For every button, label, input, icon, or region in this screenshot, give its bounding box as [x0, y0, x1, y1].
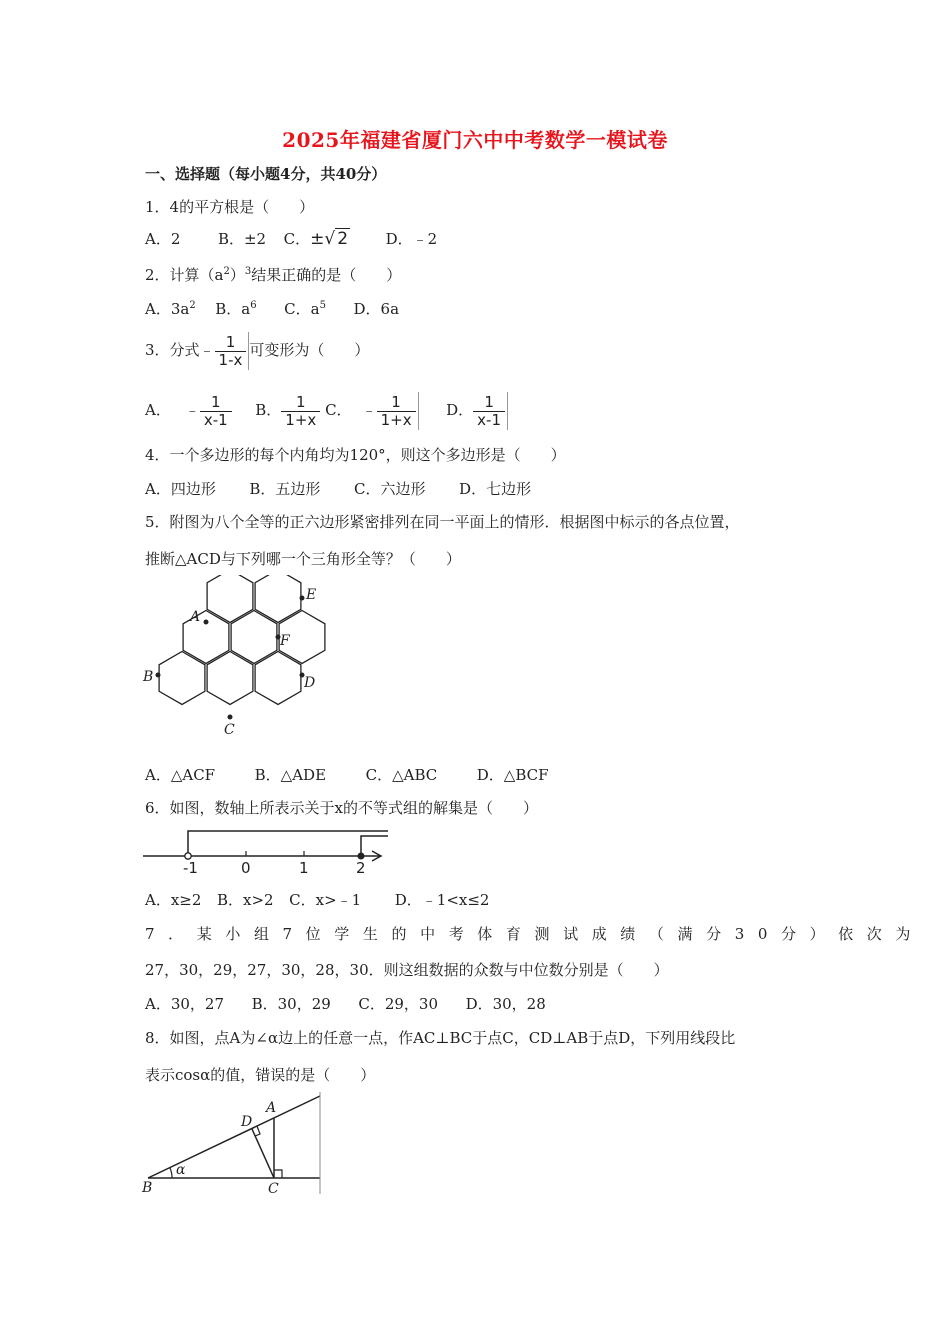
label-c: C [224, 722, 235, 738]
q7-option-a[interactable]: A．30，27 [145, 995, 225, 1013]
q1-option-c[interactable]: C．±√ 2 [283, 229, 349, 249]
q6-option-a[interactable]: A．x≥2 [145, 891, 202, 909]
q5-option-b[interactable]: B．△ADE [254, 766, 327, 784]
q6-options [145, 890, 489, 910]
q3-fraction: $\frac{1}{1-x}$ [215, 334, 247, 369]
q1-stem: 1．4的平方根是（ ） [145, 198, 315, 216]
q4-option-a[interactable]: A．四边形 [145, 480, 216, 498]
q7-stem-line1: 7．某小组7位学生的中考体育测试成绩（满分30分）依次为 [145, 925, 924, 943]
label-e: E [306, 587, 317, 603]
tick-label: 2 [356, 859, 366, 877]
tick-label: -1 [183, 859, 198, 877]
number-line-figure [140, 825, 390, 877]
q1-options [145, 229, 437, 249]
hexagon-figure [140, 575, 340, 740]
label-b: B [143, 669, 154, 685]
tick-label: 1 [299, 859, 309, 877]
q2-option-c[interactable]: C．$a^5$ [284, 300, 326, 318]
q7-options [145, 994, 546, 1014]
q7-stem-line2: 27，30，29，27，30，28，30．则这组数据的众数与中位数分别是（ ） [145, 961, 669, 979]
label-d: D [304, 675, 316, 691]
label-d: D [241, 1114, 253, 1130]
label-c: C [268, 1181, 279, 1197]
tick-label: 0 [241, 859, 251, 877]
q7-option-b[interactable]: B．30，29 [251, 995, 331, 1013]
q7-option-c[interactable]: C．29，30 [358, 995, 438, 1013]
solution-bracket-upper [188, 831, 388, 856]
q5-option-c[interactable]: C．△ABC [365, 766, 438, 784]
q5-option-a[interactable]: A．△ACF [145, 766, 216, 784]
q4-options [145, 479, 531, 499]
label-a: A [266, 1100, 277, 1116]
q4-option-c[interactable]: C．六边形 [354, 480, 426, 498]
q6-option-b[interactable]: B．x>2 [216, 891, 274, 909]
point-a [204, 620, 209, 625]
q5-options [145, 765, 549, 785]
label-f: F [280, 633, 290, 649]
ray-ba [148, 1096, 320, 1178]
q1-option-a[interactable]: A．2 [145, 230, 181, 248]
q6-option-d[interactable]: D．﹣1<x≤2 [394, 891, 490, 909]
q3-stem: 3．分式﹣ $\frac{1}{1-x}$ 可变形为（ ） [145, 332, 370, 369]
label-a: A [190, 609, 201, 625]
q2-option-a[interactable]: A．$3a^2$ [145, 300, 196, 318]
section-heading: 一、选择题（每小题4分，共40分） [145, 165, 387, 183]
q2-option-b[interactable]: B．$a^6$ [215, 300, 257, 318]
q8-stem-line1: 8．如图，点A为∠α边上的任意一点，作AC⊥BC于点C，CD⊥AB于点D，下列用线段比 [145, 1029, 736, 1047]
q3-option-c[interactable]: C． ﹣ $\frac{1}{1+x}$ [325, 401, 419, 419]
q3-option-a[interactable]: A． ﹣ $\frac{1}{x-1}$ [145, 401, 232, 419]
point-e [300, 596, 305, 601]
q4-option-d[interactable]: D．七边形 [459, 480, 532, 498]
q4-stem: 4．一个多边形的每个内角均为120°，则这个多边形是（ ） [145, 446, 566, 464]
q3-option-b[interactable]: B． $\frac{1}{1+x}$ [255, 401, 320, 419]
q1-option-b[interactable]: B．±2 [217, 230, 267, 248]
q8-stem-line2: 表示cosα的值，错误的是（ ） [145, 1066, 376, 1084]
point-c [228, 715, 233, 720]
q6-stem: 6．如图，数轴上所表示关于x的不等式组的解集是（ ） [145, 799, 539, 817]
q2-stem: 2．计算$(a^2)^3$结果正确的是（ ） [145, 266, 402, 284]
q7-option-d[interactable]: D．30，28 [465, 995, 546, 1013]
q4-option-b[interactable]: B．五边形 [249, 480, 321, 498]
q5-stem-line2: 推断△ACD与下列哪一个三角形全等？（ ） [145, 550, 461, 568]
label-b: B [142, 1180, 153, 1196]
q5-option-d[interactable]: D．△BCF [476, 766, 549, 784]
triangle-figure [140, 1090, 330, 1202]
q1-option-d[interactable]: D．﹣2 [385, 230, 438, 248]
q3-options [145, 388, 508, 432]
q2-option-d[interactable]: D．6a [353, 300, 400, 318]
q2-options [145, 296, 399, 319]
q3-option-d[interactable]: D． $\frac{1}{x-1}$ [446, 401, 508, 419]
point-b [156, 673, 161, 678]
q5-stem-line1: 5．附图为八个全等的正六边形紧密排列在同一平面上的情形．根据图中标示的各点位置， [145, 513, 740, 531]
label-alpha: α [176, 1162, 186, 1178]
q6-option-c[interactable]: C．x>﹣1 [289, 891, 362, 909]
sqrt-expression: ±√ 2 [310, 229, 349, 249]
page-title: 2025年福建省厦门六中中考数学一模试卷 [282, 128, 668, 152]
